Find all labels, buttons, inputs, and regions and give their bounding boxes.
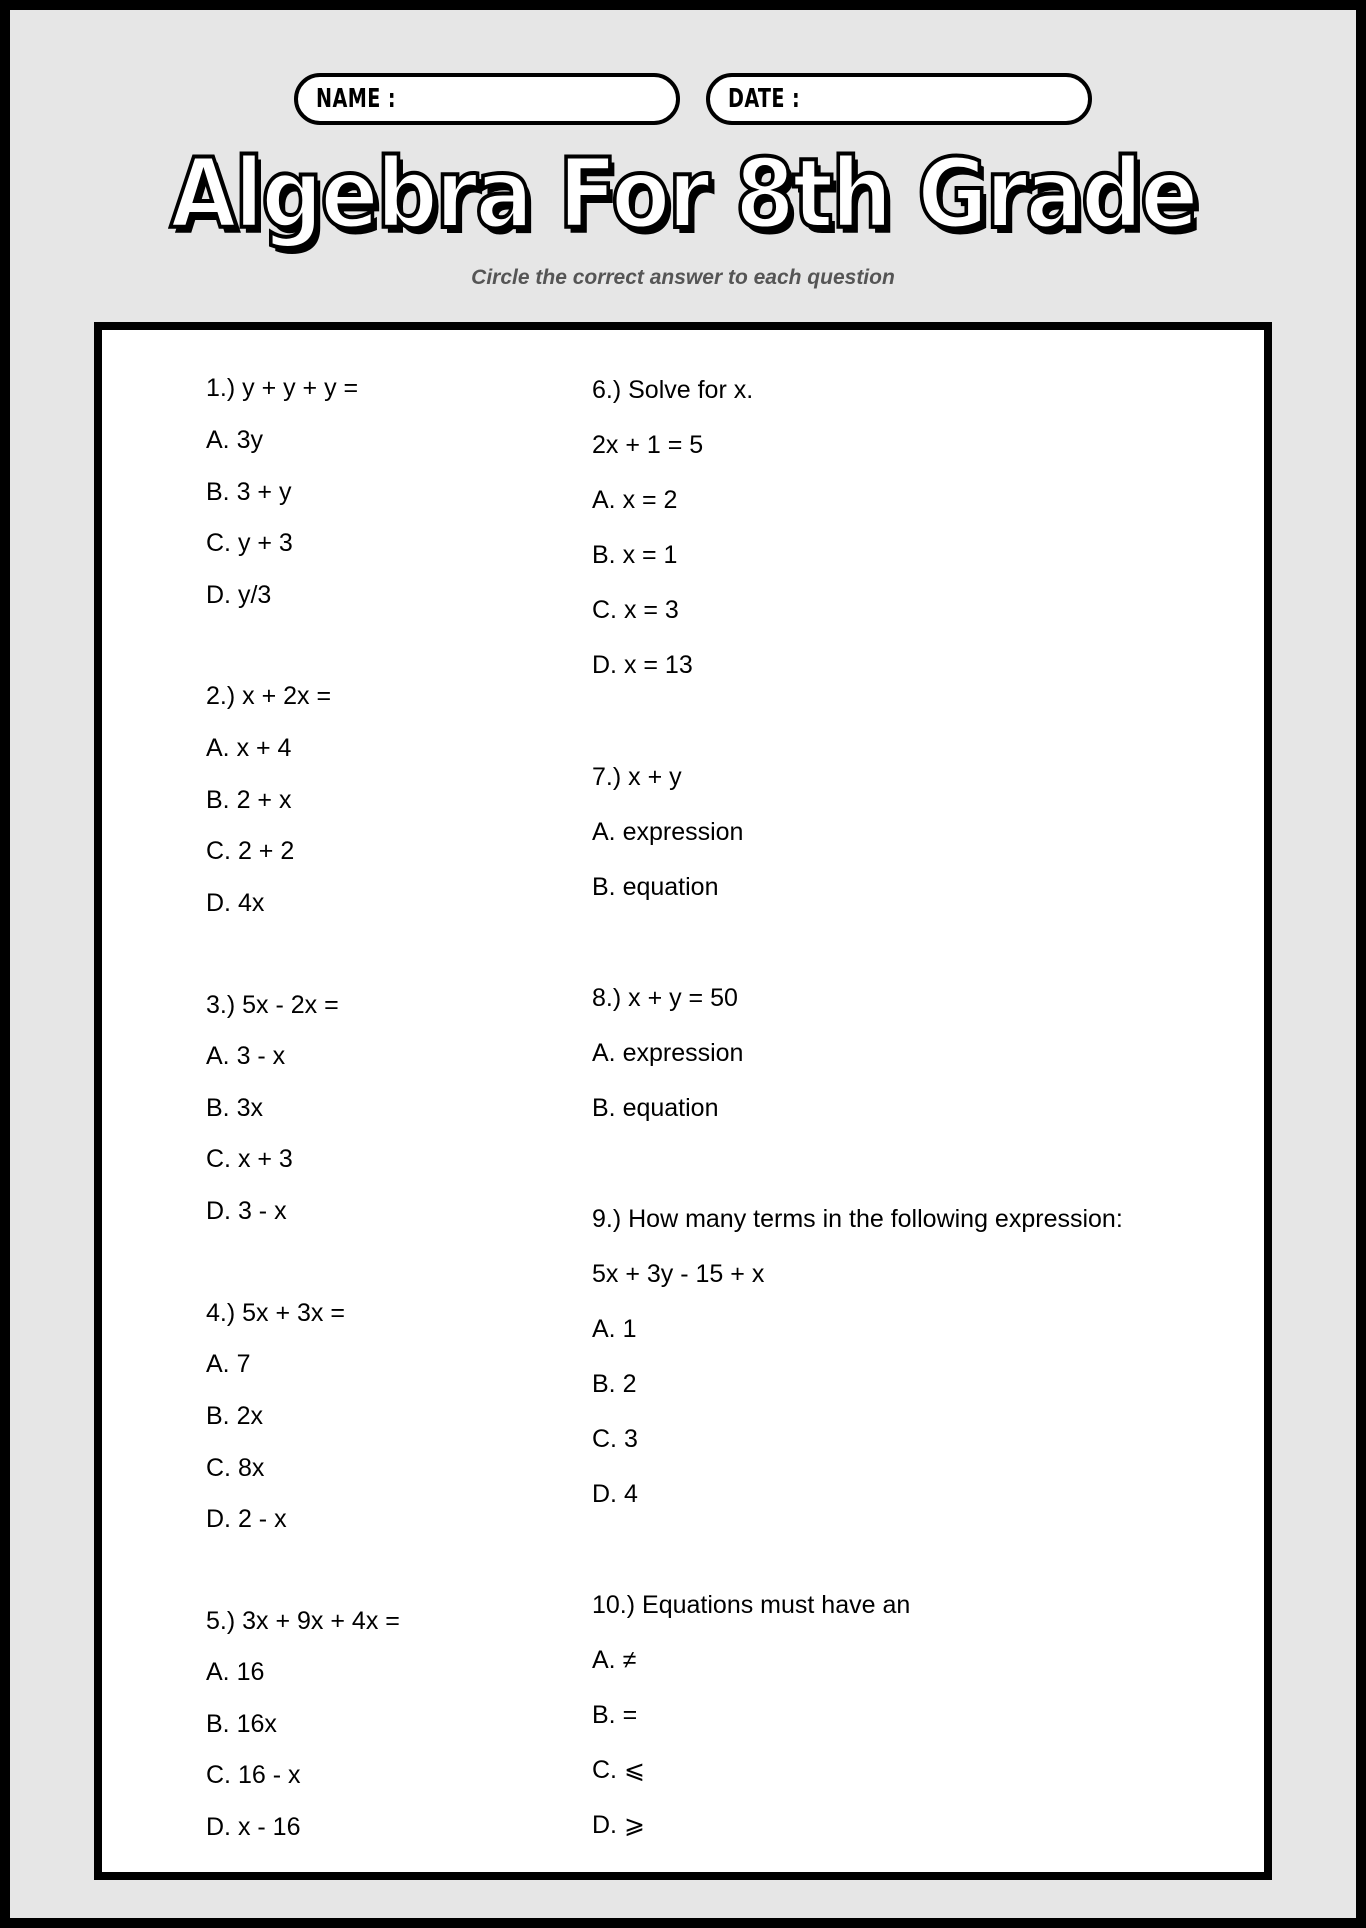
question-6-option-c[interactable]: C. x = 3 bbox=[592, 596, 679, 624]
name-label: NAME : bbox=[316, 84, 396, 114]
question-6-option-b[interactable]: B. x = 1 bbox=[592, 541, 678, 569]
question-5-option-c[interactable]: C. 16 - x bbox=[206, 1761, 301, 1789]
question-10-option-d[interactable]: D. ⩾ bbox=[592, 1811, 645, 1839]
question-2-prompt: 2.) x + 2x = bbox=[206, 682, 332, 710]
question-1-prompt: 1.) y + y + y = bbox=[206, 374, 359, 402]
question-4-option-b[interactable]: B. 2x bbox=[206, 1402, 263, 1430]
question-10-option-b[interactable]: B. = bbox=[592, 1701, 638, 1729]
question-10-option-c[interactable]: C. ⩽ bbox=[592, 1756, 645, 1784]
name-field[interactable] bbox=[294, 73, 680, 125]
question-4-prompt: 4.) 5x + 3x = bbox=[206, 1299, 345, 1327]
question-1-option-b[interactable]: B. 3 + y bbox=[206, 478, 292, 506]
question-8-option-a[interactable]: A. expression bbox=[592, 1039, 744, 1067]
question-8-prompt: 8.) x + y = 50 bbox=[592, 984, 738, 1012]
date-field[interactable] bbox=[706, 73, 1092, 125]
question-7-prompt: 7.) x + y bbox=[592, 763, 682, 791]
question-9-option-b[interactable]: B. 2 bbox=[592, 1370, 637, 1398]
question-3-option-c[interactable]: C. x + 3 bbox=[206, 1145, 293, 1173]
question-3-option-b[interactable]: B. 3x bbox=[206, 1094, 263, 1122]
question-4-option-d[interactable]: D. 2 - x bbox=[206, 1505, 287, 1533]
question-6-prompt: 6.) Solve for x. bbox=[592, 376, 754, 404]
date-label: DATE : bbox=[728, 84, 801, 114]
question-7-option-b[interactable]: B. equation bbox=[592, 873, 719, 901]
question-7-option-a[interactable]: A. expression bbox=[592, 818, 744, 846]
worksheet-title: Algebra For 8th Grade bbox=[170, 138, 1196, 250]
question-5-option-b[interactable]: B. 16x bbox=[206, 1710, 277, 1738]
question-4-option-a[interactable]: A. 7 bbox=[206, 1350, 251, 1378]
instructions: Circle the correct answer to each question bbox=[471, 266, 895, 289]
question-9-option-c[interactable]: C. 3 bbox=[592, 1425, 638, 1453]
question-2-option-a[interactable]: A. x + 4 bbox=[206, 734, 292, 762]
question-3-prompt: 3.) 5x - 2x = bbox=[206, 991, 339, 1019]
question-8-option-b[interactable]: B. equation bbox=[592, 1094, 719, 1122]
question-10-prompt: 10.) Equations must have an bbox=[592, 1591, 911, 1619]
question-5-prompt: 5.) 3x + 9x + 4x = bbox=[206, 1607, 400, 1635]
question-2-option-d[interactable]: D. 4x bbox=[206, 889, 265, 917]
title-container bbox=[0, 138, 1366, 250]
question-6-equation: 2x + 1 = 5 bbox=[592, 431, 704, 459]
question-5-option-d[interactable]: D. x - 16 bbox=[206, 1813, 301, 1841]
question-9-option-a[interactable]: A. 1 bbox=[592, 1315, 637, 1343]
question-2-option-b[interactable]: B. 2 + x bbox=[206, 786, 292, 814]
question-3-option-d[interactable]: D. 3 - x bbox=[206, 1197, 287, 1225]
question-5-option-a[interactable]: A. 16 bbox=[206, 1658, 265, 1686]
questions-panel bbox=[94, 322, 1272, 1880]
question-9-option-d[interactable]: D. 4 bbox=[592, 1480, 638, 1508]
question-1-option-c[interactable]: C. y + 3 bbox=[206, 529, 293, 557]
question-4-option-c[interactable]: C. 8x bbox=[206, 1454, 265, 1482]
question-9-prompt: 9.) How many terms in the following expression: bbox=[592, 1205, 1123, 1233]
question-3-option-a[interactable]: A. 3 - x bbox=[206, 1042, 286, 1070]
question-9-expression: 5x + 3y - 15 + x bbox=[592, 1260, 765, 1288]
question-6-option-d[interactable]: D. x = 13 bbox=[592, 651, 693, 679]
question-1-option-a[interactable]: A. 3y bbox=[206, 426, 263, 454]
question-6-option-a[interactable]: A. x = 2 bbox=[592, 486, 678, 514]
question-2-option-c[interactable]: C. 2 + 2 bbox=[206, 837, 295, 865]
question-1-option-d[interactable]: D. y/3 bbox=[206, 581, 272, 609]
question-10-option-a[interactable]: A. ≠ bbox=[592, 1646, 637, 1674]
